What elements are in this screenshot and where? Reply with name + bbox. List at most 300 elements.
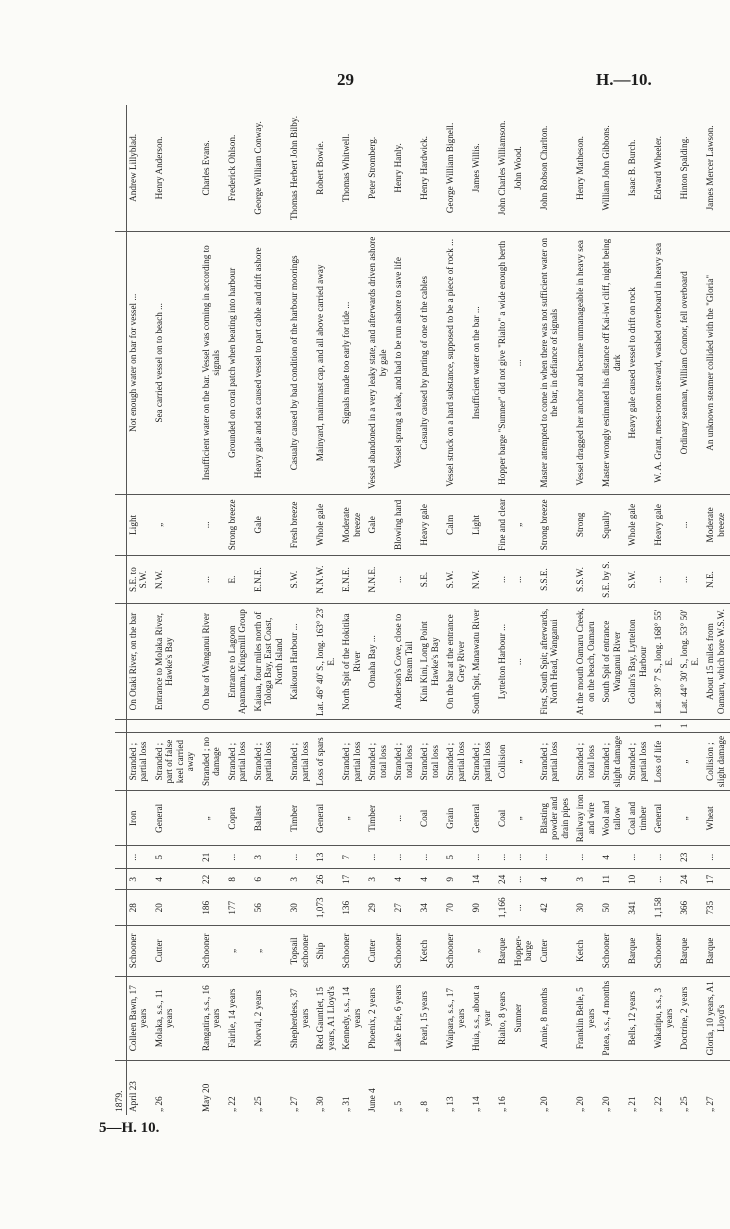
- master-cell: William John Gibbons.: [600, 105, 626, 231]
- date-cell: April 23: [126, 1060, 153, 1115]
- table-row: [626, 105, 652, 1115]
- wind-cell: ...: [496, 555, 512, 603]
- date-cell: „ 31: [341, 1096, 351, 1112]
- table-row: [288, 105, 314, 1115]
- rig-cell: „: [252, 926, 289, 977]
- lives-lost-cell: [418, 719, 444, 732]
- table-row: [366, 105, 392, 1115]
- date-cell: „ 22: [226, 1096, 237, 1112]
- cargo-cell: General: [314, 791, 340, 846]
- rig-cell: Hopper-barge: [512, 926, 538, 977]
- nature-cell: Stranded ; total loss: [574, 732, 600, 791]
- lives-lost-cell: [314, 719, 340, 732]
- crew-cell: 3: [366, 869, 392, 890]
- tonnage-cell: 1,073: [314, 890, 340, 926]
- nature-cell: Stranded ; total loss: [366, 732, 392, 791]
- cargo-cell: General: [470, 791, 496, 846]
- passengers-cell: 7: [340, 846, 366, 869]
- force-cell: Heavy gale: [652, 494, 678, 555]
- passengers-cell: ...: [226, 846, 252, 869]
- rig-cell: Barque: [496, 926, 512, 977]
- cargo-cell: Blasting powder and drain pipes: [538, 791, 575, 846]
- cargo-cell: Railway iron and wire: [574, 791, 600, 846]
- tonnage-cell: 366: [678, 890, 704, 926]
- force-cell: Fresh breeze: [288, 494, 314, 555]
- lives-lost-cell: [470, 719, 496, 732]
- cargo-cell: Wool and tallow: [600, 791, 626, 846]
- cause-cell: Vessel struck on a hard substance, supposed to be a piece of rock ...: [444, 231, 470, 494]
- cause-cell: Signals made too early for tide ...: [340, 231, 366, 494]
- cause-cell: Vessel abandoned in a very leaky state, and afterwards driven ashore by gale: [366, 231, 392, 494]
- rig-cell: „: [470, 926, 496, 977]
- crew-cell: ...: [512, 869, 538, 890]
- place-cell: South Spit of entrance Wanganui River: [600, 604, 626, 720]
- date-cell: „ 30: [315, 1096, 325, 1112]
- date-cell: „ 27: [289, 1096, 299, 1112]
- date-cell: „ 27: [705, 1096, 715, 1112]
- table-row: [678, 105, 704, 1115]
- tonnage-cell: 50: [600, 890, 626, 926]
- tonnage-cell: 30: [288, 890, 314, 926]
- date-cell: „ 21: [627, 1096, 637, 1112]
- nature-cell: Stranded ; partial loss: [626, 732, 652, 791]
- place-cell: On bar of Wanganui River: [200, 604, 226, 720]
- tonnage-cell: 30: [574, 890, 600, 926]
- date-cell: May 20: [200, 1083, 211, 1112]
- wind-cell: S.W.: [288, 555, 314, 603]
- master-cell: Henry Matheson.: [574, 105, 600, 231]
- cause-cell: Sea carried vessel on to beach ...: [153, 231, 200, 494]
- tonnage-cell: 177: [226, 890, 252, 926]
- table-row: [200, 105, 226, 1115]
- place-cell: Kaiaua, four miles north of Tologa Bay, East Coast, North Island: [252, 604, 289, 720]
- nature-cell: Stranded ; partial loss: [470, 732, 496, 791]
- place-cell: ...: [512, 604, 538, 720]
- wind-cell: N.N.W.: [314, 555, 340, 603]
- crew-cell: 8: [226, 869, 252, 890]
- table-row: [496, 105, 512, 1115]
- vessel-cell: Phoenix, 2 years: [366, 976, 392, 1060]
- wind-cell: E.: [226, 555, 252, 603]
- tonnage-cell: 90: [470, 890, 496, 926]
- place-cell: South Spit, Manawatu River: [470, 604, 496, 720]
- date-cell: „ 8: [419, 1101, 429, 1112]
- rig-cell: Barque: [678, 926, 704, 977]
- cause-cell: Mainyard, maintmast cap, and all above carried away: [314, 231, 340, 494]
- year-label: 1879.: [114, 1090, 125, 1112]
- lives-lost-cell: [200, 719, 226, 732]
- cargo-cell: ...: [392, 791, 418, 846]
- wind-cell: ...: [392, 555, 418, 603]
- table-row: [340, 105, 366, 1115]
- master-cell: John Charles Williamson.: [496, 105, 512, 231]
- crew-cell: 22: [200, 869, 226, 890]
- wind-cell: S.W.: [444, 555, 470, 603]
- crew-cell: 3: [126, 869, 153, 890]
- crew-cell: 4: [538, 869, 575, 890]
- year-row: [115, 105, 126, 1115]
- tonnage-cell: 136: [340, 890, 366, 926]
- cargo-cell: General: [652, 791, 678, 846]
- place-cell: Anderson's Cove, close to Bream Tail: [392, 604, 418, 720]
- force-cell: Strong: [574, 494, 600, 555]
- vessel-cell: Rialto, 8 years: [496, 976, 512, 1060]
- force-cell: Light: [126, 494, 153, 555]
- cause-cell: Insufficient water on the bar ...: [470, 231, 496, 494]
- tonnage-cell: 56: [252, 890, 289, 926]
- cause-cell: Ordinary seaman, William Connor, fell overboard: [678, 231, 704, 494]
- master-cell: George William Bignell.: [444, 105, 470, 231]
- rig-cell: „: [226, 926, 252, 977]
- vessel-cell: Rangatira, s.s., 16 years: [200, 976, 226, 1060]
- lives-lost-cell: [538, 719, 575, 732]
- cargo-cell: General: [153, 791, 200, 846]
- passengers-cell: ...: [538, 846, 575, 869]
- force-cell: Blowing hard: [392, 494, 418, 555]
- master-cell: Robert Bowie.: [314, 105, 340, 231]
- table-row: [392, 105, 418, 1115]
- date-cell: „ 26: [153, 1096, 164, 1112]
- table-row: [314, 105, 340, 1115]
- place-cell: First, South Spit; afterwards, North Head, Wanganui: [538, 604, 575, 720]
- master-cell: George William Conway.: [252, 105, 289, 231]
- vessel-cell: Lake Erie, 6 years: [392, 976, 418, 1060]
- nature-cell: Stranded ; total loss: [418, 732, 444, 791]
- vessel-cell: Kennedy, s.s., 14 years: [340, 976, 366, 1060]
- force-cell: Heavy gale: [418, 494, 444, 555]
- crew-cell: 4: [153, 869, 200, 890]
- force-cell: „: [153, 494, 200, 555]
- force-cell: Strong breeze: [226, 494, 252, 555]
- tonnage-cell: 42: [538, 890, 575, 926]
- rig-cell: Schooner: [600, 926, 626, 977]
- table-row: [652, 105, 678, 1115]
- cargo-cell: Coal: [496, 791, 512, 846]
- place-cell: At the mouth Oamaru Creek, on the beach, Oamaru: [574, 604, 600, 720]
- master-cell: Andrew Lillyblad.: [126, 105, 153, 231]
- vessel-cell: Pearl, 15 years: [418, 976, 444, 1060]
- tonnage-cell: 1,158: [652, 890, 678, 926]
- force-cell: „: [512, 494, 538, 555]
- tonnage-cell: 735: [704, 890, 730, 926]
- cargo-cell: „: [678, 791, 704, 846]
- force-cell: ...: [200, 494, 226, 555]
- rig-cell: Barque: [626, 926, 652, 977]
- place-cell: Entrance to Molaka River, Hawke's Bay: [153, 604, 200, 720]
- place-cell: About 15 miles from Oamaru, which bore W.S.W.: [704, 604, 730, 720]
- cargo-cell: Coal and timber: [626, 791, 652, 846]
- date-cell: „ 14: [471, 1096, 481, 1112]
- lives-lost-cell: [444, 719, 470, 732]
- wind-cell: N.N.E.: [366, 555, 392, 603]
- table-row: [153, 105, 200, 1115]
- cargo-cell: Copra: [226, 791, 252, 846]
- rig-cell: Ship: [314, 926, 340, 977]
- date-cell: June 4: [367, 1088, 377, 1112]
- table-row: [574, 105, 600, 1115]
- date-cell: „ 16: [497, 1096, 507, 1112]
- table-row: [512, 105, 538, 1115]
- crew-cell: 9: [444, 869, 470, 890]
- place-cell: On the bar at the entrance Grey River: [444, 604, 470, 720]
- lives-lost-cell: [574, 719, 600, 732]
- passengers-cell: ...: [392, 846, 418, 869]
- crew-cell: 4: [418, 869, 444, 890]
- place-cell: Kaikoura Harbour ...: [288, 604, 314, 720]
- lives-lost-cell: [126, 719, 153, 732]
- nature-cell: Stranded ; partial loss: [538, 732, 575, 791]
- master-cell: James Willis.: [470, 105, 496, 231]
- passengers-cell: ...: [626, 846, 652, 869]
- place-cell: Lat. 39° 7' S., long. 168° 55' E.: [652, 604, 678, 720]
- master-cell: Peter Stromberg.: [366, 105, 392, 231]
- cause-cell: Vessel dragged her anchor and became unmanageable in heavy sea: [574, 231, 600, 494]
- lives-lost-cell: [366, 719, 392, 732]
- cargo-cell: Coal: [418, 791, 444, 846]
- place-cell: Entrance to Lagoon Apamama, Kingsmill Group: [226, 604, 252, 720]
- cause-cell: ...: [512, 231, 538, 494]
- rig-cell: Topsail schooner: [288, 926, 314, 977]
- tonnage-cell: 186: [200, 890, 226, 926]
- tonnage-cell: 20: [153, 890, 200, 926]
- lives-lost-cell: 1: [678, 719, 704, 732]
- cargo-cell: „: [340, 791, 366, 846]
- vessel-cell: Fairlie, 14 years: [226, 976, 252, 1060]
- tonnage-cell: 70: [444, 890, 470, 926]
- rig-cell: Barque: [704, 926, 730, 977]
- tonnage-cell: 341: [626, 890, 652, 926]
- rig-cell: Schooner: [200, 926, 226, 977]
- place-cell: Lat. 44° 30' S., long. 53° 50' E.: [678, 604, 704, 720]
- wind-cell: N.W.: [153, 555, 200, 603]
- rotated-table-container: [114, 105, 726, 1115]
- nature-cell: Loss of spars: [314, 732, 340, 791]
- table-row: [126, 105, 153, 1115]
- wind-cell: N.E.: [704, 555, 730, 603]
- wind-cell: ...: [512, 555, 538, 603]
- wind-cell: S.S.W.: [574, 555, 600, 603]
- force-cell: Strong breeze: [538, 494, 575, 555]
- table-row: [704, 105, 730, 1115]
- crew-cell: 10: [626, 869, 652, 890]
- master-cell: Thomas Herbert John Bilby.: [288, 105, 314, 231]
- passengers-cell: ...: [470, 846, 496, 869]
- tonnage-cell: 1,166: [496, 890, 512, 926]
- place-cell: Gollan's Bay, Lyttelton Harbour: [626, 604, 652, 720]
- rig-cell: Schooner: [126, 926, 153, 977]
- cargo-cell: „: [200, 791, 226, 846]
- crew-cell: 3: [288, 869, 314, 890]
- force-cell: Whole gale: [314, 494, 340, 555]
- nature-cell: „: [678, 732, 704, 791]
- wind-cell: S.E.: [418, 555, 444, 603]
- lives-lost-cell: [496, 719, 512, 732]
- table-row: [470, 105, 496, 1115]
- cargo-cell: Wheat: [704, 791, 730, 846]
- vessel-cell: Doctrine, 2 years: [678, 976, 704, 1060]
- force-cell: Gale: [252, 494, 289, 555]
- passengers-cell: ...: [126, 846, 153, 869]
- rig-cell: Ketch: [418, 926, 444, 977]
- vessel-cell: Shepherdess, 37 years: [288, 976, 314, 1060]
- place-cell: Kini Kini, Long Point Hawke's Bay: [418, 604, 444, 720]
- cargo-cell: Ballast: [252, 791, 289, 846]
- rig-cell: Cutter: [538, 926, 575, 977]
- force-cell: Moderate breeze: [704, 494, 730, 555]
- vessel-cell: Molaka, s.s., 11 years: [153, 976, 200, 1060]
- lives-lost-cell: [626, 719, 652, 732]
- table-body: [115, 105, 730, 1115]
- date-cell: „ 25: [252, 1096, 263, 1112]
- crew-cell: 24: [496, 869, 512, 890]
- rig-cell: Schooner: [652, 926, 678, 977]
- crew-cell: 11: [600, 869, 626, 890]
- wind-cell: N.W.: [470, 555, 496, 603]
- master-cell: Thomas Whitwell.: [340, 105, 366, 231]
- vessel-cell: Annie, 8 months: [538, 976, 575, 1060]
- nature-cell: Stranded ; total loss: [392, 732, 418, 791]
- passengers-cell: 5: [444, 846, 470, 869]
- force-cell: Fine and clear: [496, 494, 512, 555]
- nature-cell: Loss of life: [652, 732, 678, 791]
- vessel-cell: Gloria, 10 years, A1 Lloyd's: [704, 976, 730, 1060]
- crew-cell: 17: [704, 869, 730, 890]
- lives-lost-cell: [288, 719, 314, 732]
- nature-cell: Stranded ; partial loss: [444, 732, 470, 791]
- cause-cell: Master attempted to come in when there was not sufficient water on the bar, in defiance of signals: [538, 231, 575, 494]
- master-cell: James Mercer Lawson.: [704, 105, 730, 231]
- rig-cell: Ketch: [574, 926, 600, 977]
- crew-cell: 4: [392, 869, 418, 890]
- cause-cell: Insufficient water on the bar. Vessel was coming in according to signals: [200, 231, 226, 494]
- passengers-cell: ...: [496, 846, 512, 869]
- nature-cell: Stranded ; no damage: [200, 732, 226, 791]
- master-cell: Hinton Spalding.: [678, 105, 704, 231]
- master-cell: Charles Evans.: [200, 105, 226, 231]
- passengers-cell: ...: [366, 846, 392, 869]
- rig-cell: Cutter: [153, 926, 200, 977]
- place-cell: Lyttelton Harbour ...: [496, 604, 512, 720]
- rig-cell: Schooner: [392, 926, 418, 977]
- crew-cell: 3: [574, 869, 600, 890]
- lives-lost-cell: 1: [652, 719, 678, 732]
- tonnage-cell: 29: [366, 890, 392, 926]
- cause-cell: W. A. Grant, mess-room steward, washed overboard in heavy sea: [652, 231, 678, 494]
- nature-cell: Collision: [496, 732, 512, 791]
- nature-cell: Stranded ; partial loss: [226, 732, 252, 791]
- table-row: [226, 105, 252, 1115]
- wind-cell: E.N.E.: [340, 555, 366, 603]
- date-cell: [512, 1060, 538, 1115]
- vessel-cell: Bells, 12 years: [626, 976, 652, 1060]
- crew-cell: 17: [340, 869, 366, 890]
- cause-cell: Not enough water on bar for vessel ...: [126, 231, 153, 494]
- passengers-cell: 3: [252, 846, 289, 869]
- nature-cell: Collision ; slight damage: [704, 732, 730, 791]
- force-cell: Light: [470, 494, 496, 555]
- tonnage-cell: 27: [392, 890, 418, 926]
- date-cell: „ 20: [601, 1096, 611, 1112]
- passengers-cell: 13: [314, 846, 340, 869]
- passengers-cell: 23: [678, 846, 704, 869]
- cause-cell: Grounded on coral patch when beating into harbour: [226, 231, 252, 494]
- nature-cell: Stranded ; partial loss: [126, 732, 153, 791]
- wind-cell: S.W.: [626, 555, 652, 603]
- tonnage-cell: 34: [418, 890, 444, 926]
- footer-reference: 5—H. 10.: [99, 1120, 160, 1136]
- tonnage-cell: ...: [512, 890, 538, 926]
- lives-lost-cell: [226, 719, 252, 732]
- cargo-cell: Iron: [126, 791, 153, 846]
- crew-cell: 24: [678, 869, 704, 890]
- vessel-cell: Franklin Belle, 5 years: [574, 976, 600, 1060]
- date-cell: „ 20: [538, 1096, 549, 1112]
- wreck-register-table: [115, 105, 730, 1115]
- master-cell: Frederick Ohlson.: [226, 105, 252, 231]
- page-number: 29: [337, 70, 354, 89]
- date-cell: „ 25: [679, 1096, 689, 1112]
- lives-lost-cell: [252, 719, 289, 732]
- date-cell: „ 5: [393, 1101, 403, 1112]
- wind-cell: ...: [652, 555, 678, 603]
- nature-cell: Stranded ; slight damage: [600, 732, 626, 791]
- lives-lost-cell: [512, 719, 538, 732]
- cargo-cell: Timber: [288, 791, 314, 846]
- force-cell: Gale: [366, 494, 392, 555]
- wind-cell: ...: [678, 555, 704, 603]
- passengers-cell: ...: [512, 846, 538, 869]
- cause-cell: Vessel sprang a leak, and had to be run ashore to save life: [392, 231, 418, 494]
- rig-cell: Cutter: [366, 926, 392, 977]
- cause-cell: Heavy gale caused vessel to drift on rock: [626, 231, 652, 494]
- crew-cell: ...: [652, 869, 678, 890]
- nature-cell: Stranded ; partial loss: [340, 732, 366, 791]
- table-row: [538, 105, 575, 1115]
- wind-cell: S.E. to S.W.: [126, 555, 153, 603]
- passengers-cell: ...: [418, 846, 444, 869]
- wind-cell: ...: [200, 555, 226, 603]
- document-reference: H.—10.: [596, 70, 652, 89]
- nature-cell: „: [512, 732, 538, 791]
- passengers-cell: ...: [704, 846, 730, 869]
- master-cell: John Wood.: [512, 105, 538, 231]
- date-cell: „ 13: [445, 1096, 455, 1112]
- rig-cell: Schooner: [340, 926, 366, 977]
- vessel-cell: Waipara, s.s., 17 years: [444, 976, 470, 1060]
- nature-cell: Stranded ; partial loss: [288, 732, 314, 791]
- vessel-cell: Sumner: [512, 976, 538, 1060]
- force-cell: Whole gale: [626, 494, 652, 555]
- force-cell: Calm: [444, 494, 470, 555]
- cause-cell: Master wrongly estimated his distance off Kai-iwi cliff, night being dark: [600, 231, 626, 494]
- passengers-cell: ...: [288, 846, 314, 869]
- lives-lost-cell: [704, 719, 730, 732]
- cargo-cell: Timber: [366, 791, 392, 846]
- vessel-cell: Wakatipu, s.s., 3 years: [652, 976, 678, 1060]
- vessel-cell: Patea, s.s., 4 months: [600, 976, 626, 1060]
- cause-cell: An unknown steamer collided with the "Gloria": [704, 231, 730, 494]
- table-row: [252, 105, 289, 1115]
- passengers-cell: ...: [574, 846, 600, 869]
- cause-cell: Heavy gale and sea caused vessel to part cable and drift ashore: [252, 231, 289, 494]
- passengers-cell: ...: [652, 846, 678, 869]
- date-cell: „ 20: [575, 1096, 585, 1112]
- master-cell: John Robson Charlton.: [538, 105, 575, 231]
- place-cell: On Otaki River, on the bar: [126, 604, 153, 720]
- table-row: [444, 105, 470, 1115]
- force-cell: Squally: [600, 494, 626, 555]
- force-cell: ...: [678, 494, 704, 555]
